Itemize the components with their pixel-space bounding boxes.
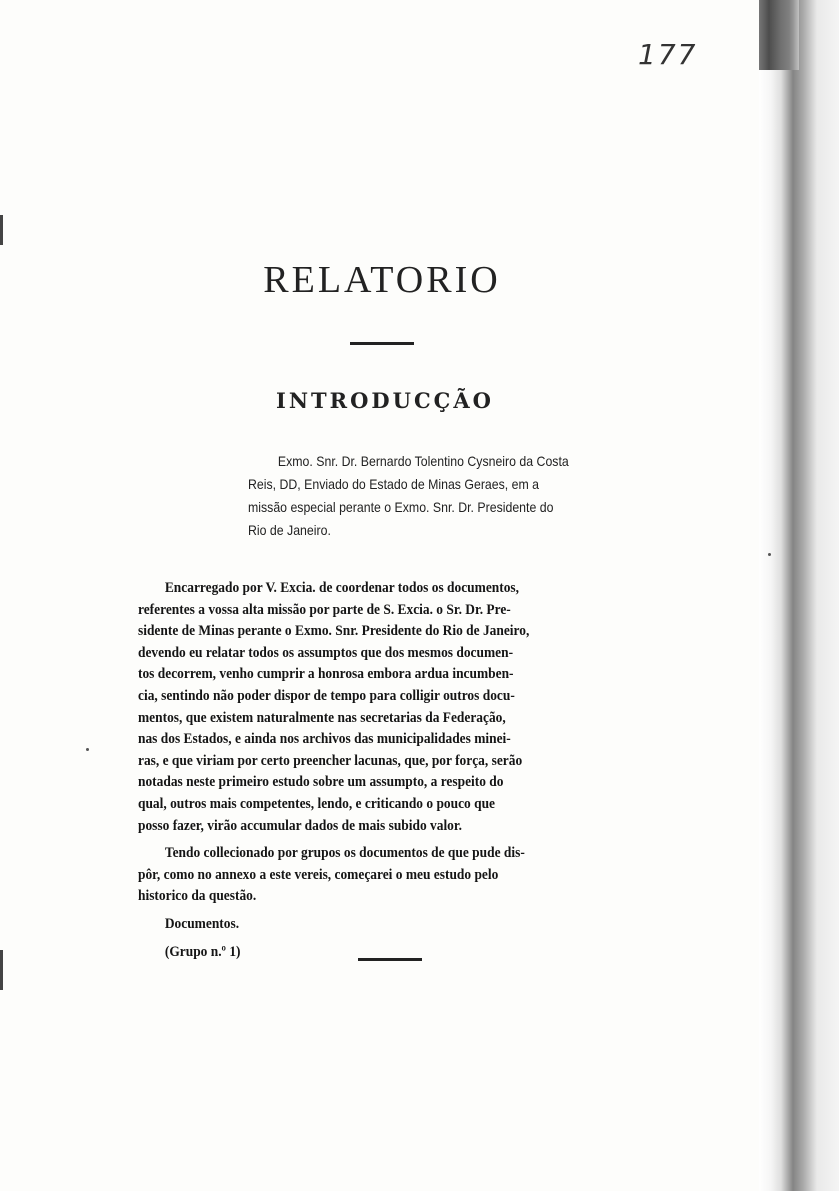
address-line: Rio de Janeiro.	[248, 522, 331, 538]
paragraph-line: qual, outros mais competentes, lendo, e criticando o pouco que	[138, 795, 496, 812]
paragraph-line: sidente de Minas perante o Exmo. Snr. Presidente do Rio de Janeiro,	[138, 623, 530, 640]
address-line: missão especial perante o Exmo. Snr. Dr. Presidente do	[248, 499, 554, 515]
paragraph-line: historico da questão.	[138, 888, 257, 905]
scan-left-mark	[0, 950, 3, 990]
documents-label: Documentos.	[164, 915, 240, 932]
paragraph-line: mentos, que existem naturalmente nas secretarias da Federação,	[138, 709, 506, 726]
body-text	[138, 578, 648, 963]
page-title: RELATORIO	[263, 259, 501, 301]
paragraph-line: notadas neste primeiro estudo sobre um assumpto, a respeito do	[138, 774, 504, 791]
address-line: Exmo. Snr. Dr. Bernardo Tolentino Cysneiro da Costa	[277, 453, 569, 469]
paragraph-line: Tendo collecionado por grupos os documentos de que pude dis-	[164, 845, 525, 862]
page-number: 177	[638, 38, 698, 71]
scan-speck	[86, 748, 89, 751]
title-rule	[350, 342, 414, 345]
address-block	[248, 450, 600, 542]
paragraph-line: tos decorrem, venho cumprir a honrosa embora ardua incumben-	[138, 666, 514, 683]
paragraph-line: ras, e que viriam por certo preencher lacunas, que, por força, serão	[138, 752, 523, 769]
end-rule	[358, 958, 422, 961]
paragraph-line: devendo eu relatar todos os assumptos que dos mesmos documen-	[138, 644, 514, 661]
group-label: (Grupo n.º 1)	[164, 943, 241, 960]
paragraph-line: Encarregado por V. Excia. de coordenar todos os documentos,	[164, 580, 520, 596]
address-line: Reis, DD, Enviado do Estado de Minas Geraes, em a	[248, 476, 540, 492]
scan-edge-shadow	[759, 0, 839, 1191]
scan-left-mark	[0, 215, 3, 245]
paragraph-line: cia, sentindo não poder dispor de tempo para colligir outros docu-	[138, 687, 515, 704]
scan-edge-top-shadow	[759, 0, 799, 70]
paragraph-line: referentes a vossa alta missão por parte de S. Excia. o Sr. Dr. Pre-	[138, 601, 511, 618]
paragraph-line: nas dos Estados, e ainda nos archivos das municipalidades minei-	[138, 731, 511, 748]
paragraph-line: posso fazer, virão accumular dados de mais subido valor.	[138, 817, 462, 834]
scan-speck	[768, 553, 771, 556]
section-heading: INTRODUCÇÃO	[276, 388, 494, 413]
paragraph-line: pôr, como no annexo a este vereis, começarei o meu estudo pelo	[138, 866, 499, 883]
